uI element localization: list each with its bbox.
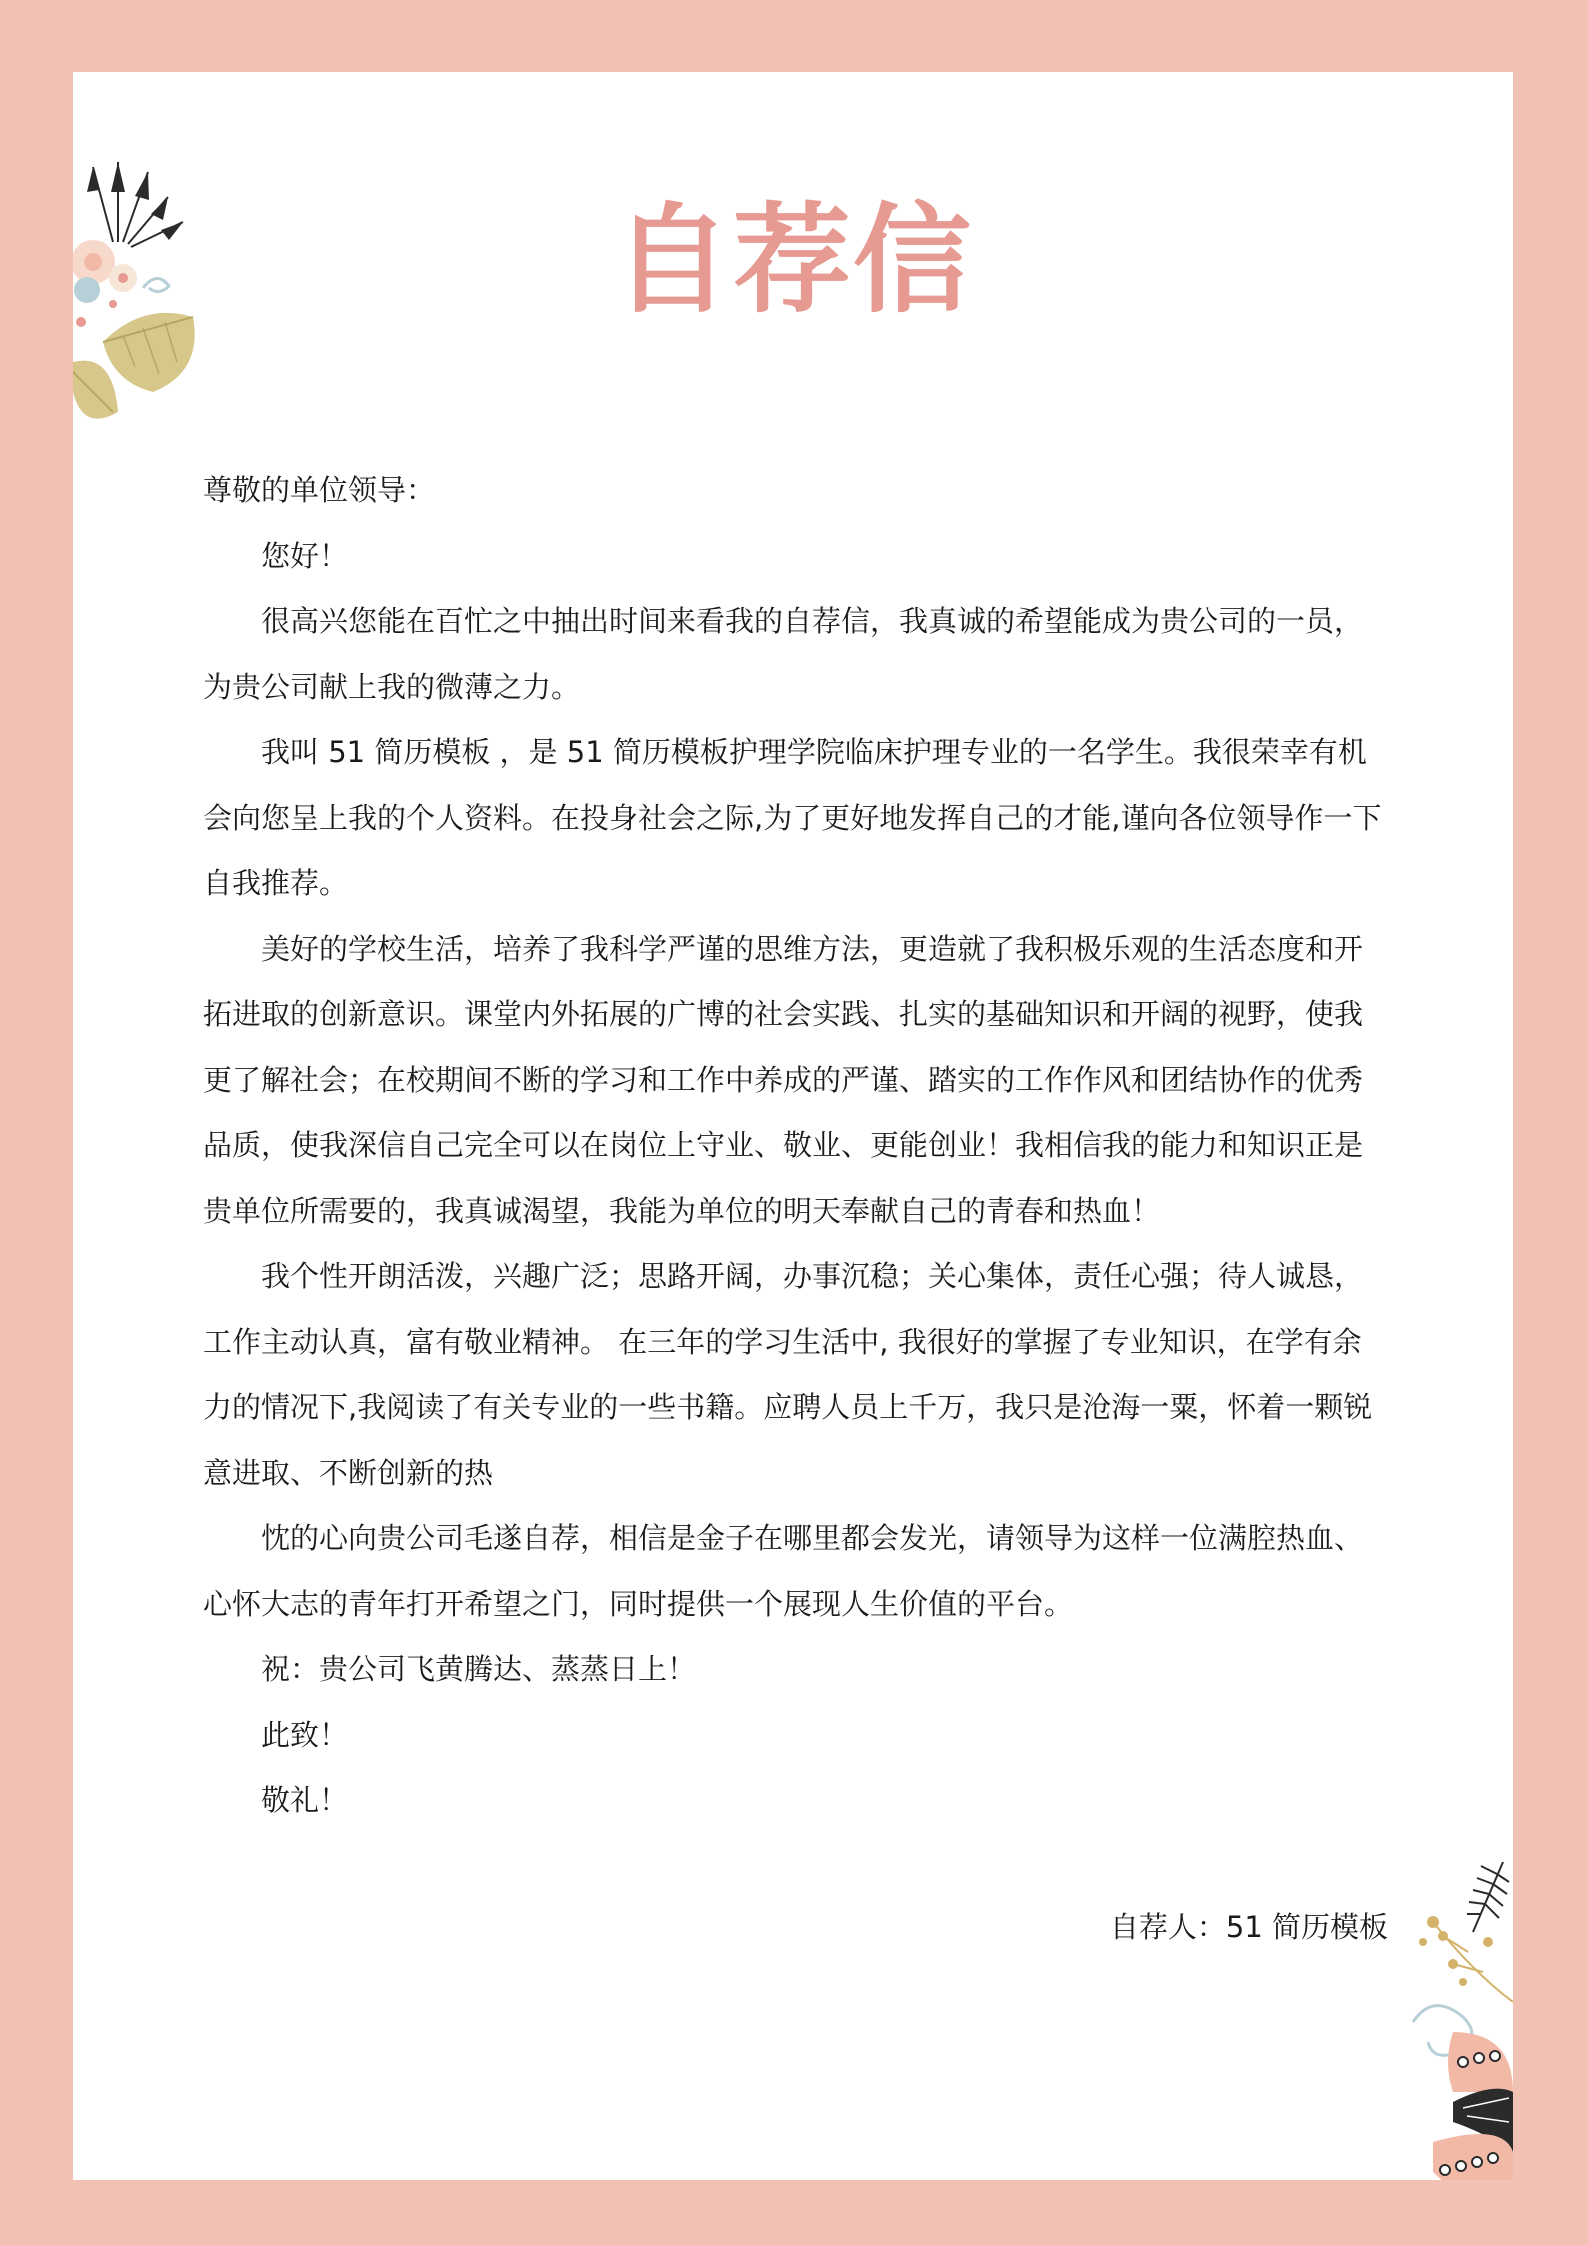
closing-jingli: 敬礼！ <box>261 1783 349 1817</box>
letter-page <box>73 72 1513 2180</box>
paragraph-recommendation: 忱的心向贵公司毛遂自荐，相信是金子在哪里都会发光，请领导为这样一位满腔热血、心怀大志的青年打开希望之门，同时提供一个展现人生价值的平台。 <box>203 1521 1364 1621</box>
greeting: 您好！ <box>261 538 349 573</box>
page-title: 自荐信 <box>612 191 973 329</box>
paragraph-personality: 我个性开朗活泼，兴趣广泛；思路开阔，办事沉稳；关心集体，责任心强；待人诚恳，工作主动认真，富有敬业精神。 在三年的学习生活中, 我很好的掌握了专业知识，在学有余力的情况下,我阅读了有关专业的一些书籍。应聘人员上千万，我只是沧海一粟，怀着一颗锐意进取、不断创新的热 <box>203 1259 1373 1490</box>
floral-decoration-bottom-right <box>1393 1852 1513 2180</box>
signature: 自荐人：51 简历模板 <box>1109 1910 1388 1944</box>
salutation: 尊敬的单位领导： <box>203 473 436 507</box>
closing-wish: 祝：贵公司飞黄腾达、蒸蒸日上！ <box>261 1652 697 1686</box>
paragraph-self-introduction: 我叫 51 简历模板 ，是 51 简历模板护理学院临床护理专业的一名学生。我很荣幸有机会向您呈上我的个人资料。在投身社会之际,为了更好地发挥自己的才能,谨向各位领导作一下自我推荐。 <box>203 735 1382 900</box>
letter-body <box>203 458 1388 1834</box>
closing-cizhi: 此致！ <box>261 1717 349 1752</box>
paragraph-school-life: 美好的学校生活，培养了我科学严谨的思维方法，更造就了我积极乐观的生活态度和开拓进取的创新意识。课堂内外拓展的广博的社会实践、扎实的基础知识和开阔的视野，使我更了解社会；在校期间不断的学习和工作中养成的严谨、踏实的工作作风和团结协作的优秀品质，使我深信自己完全可以在岗位上守业、敬业、更能创业！我相信我的能力和知识正是贵单位所需要的，我真诚渴望，我能为单位的明天奉献自己的青春和热血！ <box>203 931 1364 1228</box>
paragraph-intro: 很高兴您能在百忙之中抽出时间来看我的自荐信，我真诚的希望能成为贵公司的一员，为贵公司献上我的微薄之力。 <box>203 604 1364 704</box>
